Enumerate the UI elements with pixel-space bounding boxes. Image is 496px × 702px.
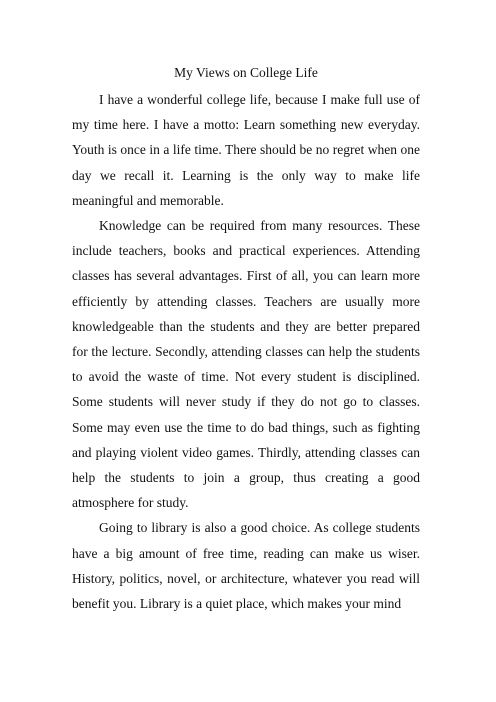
paragraph-2: Knowledge can be required from many resources. These include teachers, books and practical experiences. Attending classes has several advantages. First of all, you can learn more efficiently by attending classes. Teachers are usually more knowledgeable than the students and they are better prepared for the lecture. Secondly, attending classes can help the students to avoid the waste of time. Not every student is disciplined. Some students will never study if they do not go to classes. Some may even use the time to do bad things, such as fighting and playing violent video games. Thirdly, attending classes can help the students to join a group, thus creating a good atmosphere for study. <box>72 218 420 511</box>
paragraph-1: I have a wonderful college life, because I make full use of my time here. I have a motto: Learn something new everyday. Youth is once in a life time. There should be no regret when one day we recall it. Learning is the only way to make life meaningful and memorable. <box>72 92 420 208</box>
paragraph-3: Going to library is also a good choice. As college students have a big amount of free time, reading can make us wiser. History, politics, novel, or architecture, whatever you read will benefit you. Library is a quiet place, which makes your mind <box>72 520 420 612</box>
document-page <box>72 62 420 616</box>
document-title: My Views on College Life <box>174 65 318 80</box>
